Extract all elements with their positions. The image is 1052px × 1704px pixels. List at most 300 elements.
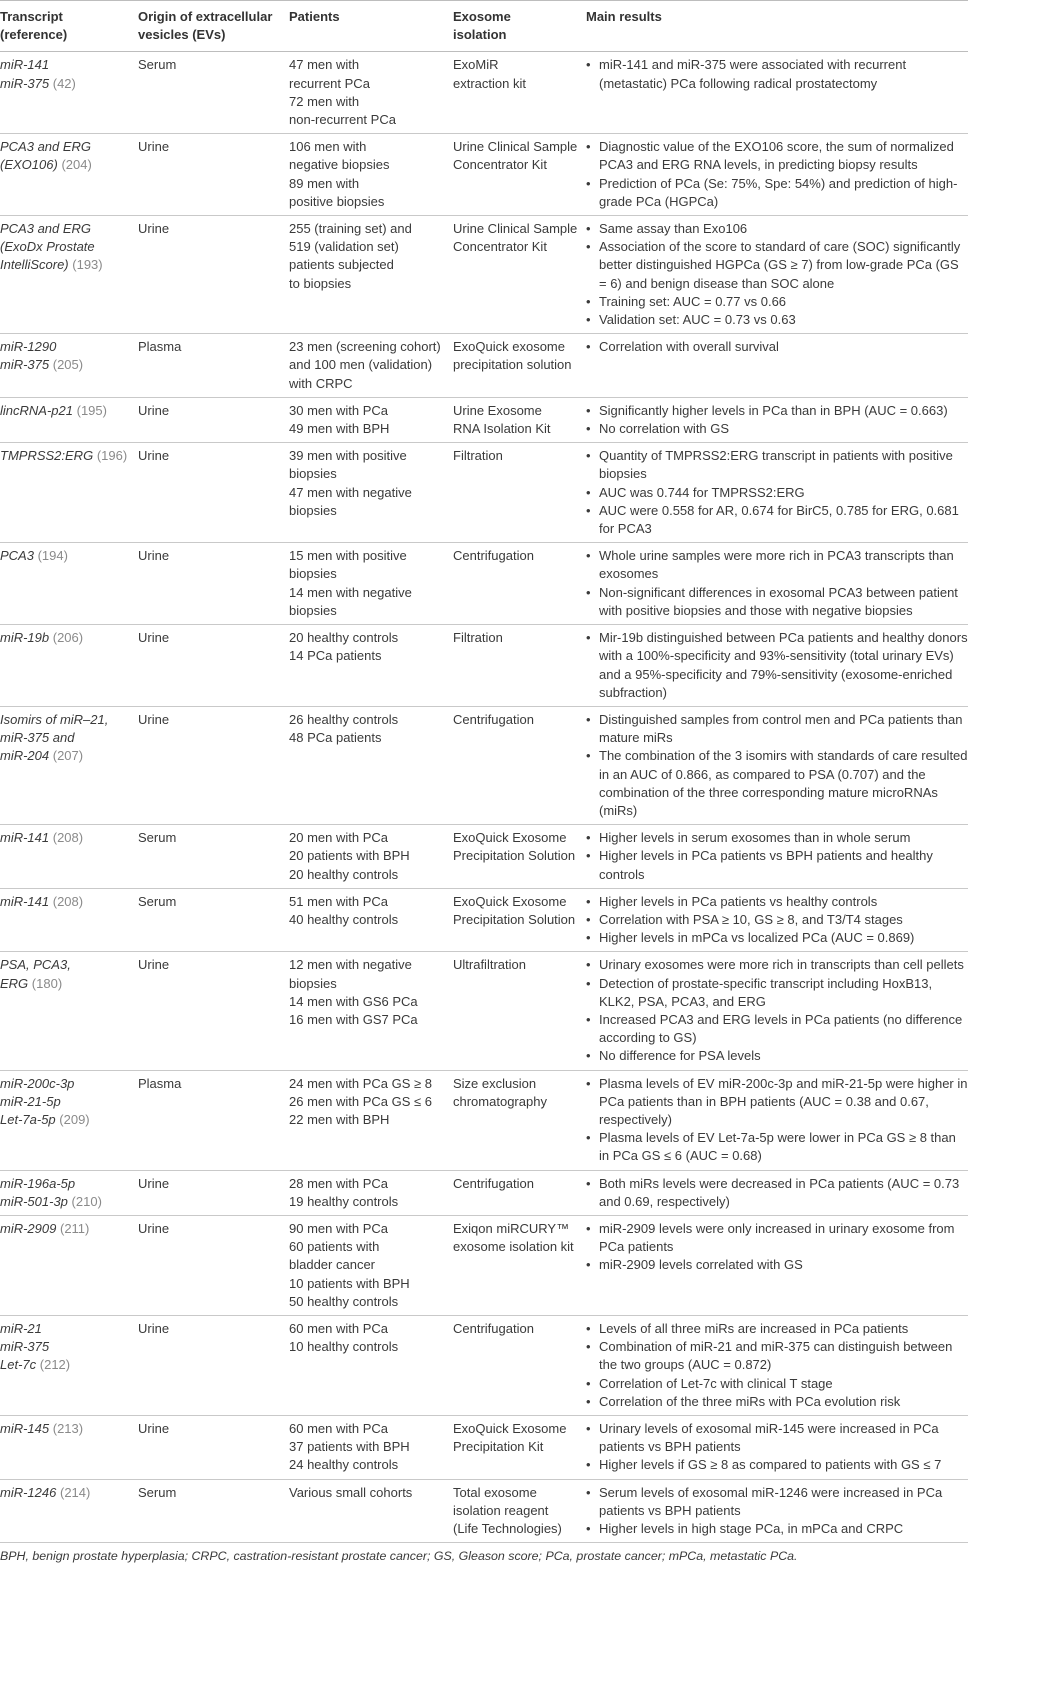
patients-line: 89 men with	[289, 175, 360, 191]
header-results: Main results	[586, 1, 968, 52]
reference-number: (213)	[52, 1421, 84, 1437]
reference-number: (211)	[59, 1220, 90, 1236]
header-transcript-l2: (reference)	[0, 27, 68, 43]
transcript-line	[0, 1220, 138, 1238]
transcript-line: miR-21	[0, 1321, 42, 1336]
isolation-line: isolation reagent	[453, 1502, 549, 1518]
header-origin-l1: Origin of extracellular	[138, 9, 273, 24]
patients-line: 22 men with BPH	[289, 1111, 390, 1127]
cell-patients	[289, 543, 453, 625]
isolation-line: Ultrafiltration	[453, 957, 526, 973]
result-item: • Higher levels in PCa patients vs healthy controls	[586, 893, 968, 911]
cell-isolation	[453, 825, 586, 889]
patients-line: to biopsies	[289, 275, 352, 291]
reference-number: (196)	[96, 448, 128, 464]
table-row	[0, 888, 968, 952]
cell-isolation	[453, 1170, 586, 1215]
cell-results	[586, 443, 968, 543]
result-item: • Diagnostic value of the EXO106 score, the sum of normalized PCA3 and ERG RNA levels, in predicting biopsy results	[586, 138, 968, 174]
results-list	[586, 56, 968, 92]
cell-results	[586, 1479, 968, 1543]
isolation-line: exosome isolation kit	[453, 1239, 574, 1255]
result-item: • The combination of the 3 isomirs with standards of care resulted in an AUC of 0.866, as compared to PSA (0.707) and the combination of the three corresponding mature microRNAs (miRs)	[586, 747, 968, 820]
isolation-line: Filtration	[453, 448, 503, 464]
cell-patients	[289, 1215, 453, 1315]
transcript-name: miR-375	[0, 75, 50, 91]
table-row	[0, 134, 968, 216]
isolation-line: Exiqon miRCURY™	[453, 1220, 570, 1236]
transcript-name: miR-204	[0, 748, 50, 764]
patients-line: 14 men with negative	[289, 584, 412, 600]
results-list	[586, 338, 968, 356]
transcript-line: Isomirs of miR–21,	[0, 711, 109, 727]
cell-origin: Urine	[138, 402, 170, 418]
patients-line: 47 men with negative	[289, 484, 412, 500]
header-origin	[138, 1, 289, 52]
results-list	[586, 893, 968, 948]
result-item: • Increased PCA3 and ERG levels in PCa patients (no difference according to GS)	[586, 1011, 968, 1047]
transcript-line	[0, 75, 138, 93]
transcript-line	[0, 356, 138, 374]
cell-patients	[289, 443, 453, 543]
result-item: • Higher levels in serum exosomes than in whole serum	[586, 829, 968, 847]
cell-results	[586, 1070, 968, 1170]
patients-line: 49 men with BPH	[289, 421, 390, 437]
transcript-line	[0, 1193, 138, 1211]
cell-origin: Serum	[138, 1484, 177, 1500]
isolation-line: Urine Clinical Sample	[453, 139, 578, 155]
table-row	[0, 216, 968, 334]
isolation-line: precipitation solution	[453, 357, 572, 373]
cell-isolation	[453, 1215, 586, 1315]
isolation-line: ExoQuick exosome	[453, 339, 565, 355]
patients-line: negative biopsies	[289, 157, 390, 173]
isolation-line: Urine Clinical Sample	[453, 221, 578, 237]
transcript-line: miR-200c-3p	[0, 1075, 75, 1091]
patients-line: 106 men with	[289, 139, 367, 155]
patients-line: 20 men with PCa	[289, 830, 388, 846]
cell-transcript	[0, 1416, 138, 1480]
patients-line: 60 patients with	[289, 1239, 380, 1255]
cell-results	[586, 397, 968, 442]
cell-isolation	[453, 1479, 586, 1543]
results-list	[586, 138, 968, 211]
transcript-line: PSA, PCA3,	[0, 957, 71, 973]
result-item: • Higher levels in mPCa vs localized PCa (AUC = 0.869)	[586, 929, 968, 947]
transcript-name: PCA3	[0, 548, 34, 564]
cell-origin: Urine	[138, 957, 170, 973]
cell-results	[586, 952, 968, 1070]
cell-results	[586, 334, 968, 398]
cell-origin: Serum	[138, 57, 177, 73]
patients-line: 30 men with PCa	[289, 402, 388, 418]
transcript-name: Let-7a-5p	[0, 1111, 56, 1127]
cell-origin: Urine	[138, 711, 170, 727]
table-row	[0, 52, 968, 134]
cell-patients	[289, 1416, 453, 1480]
patients-line: non-recurrent PCa	[289, 112, 396, 128]
cell-isolation	[453, 706, 586, 824]
isolation-line: ExoQuick Exosome	[453, 830, 567, 846]
table-row	[0, 1416, 968, 1480]
cell-results	[586, 706, 968, 824]
patients-line: biopsies	[289, 975, 337, 991]
cell-isolation	[453, 52, 586, 134]
cell-transcript	[0, 706, 138, 824]
transcript-name: miR-145	[0, 1421, 50, 1437]
result-item: • AUC were 0.558 for AR, 0.674 for BirC5, 0.785 for ERG, 0.681 for PCA3	[586, 502, 968, 538]
cell-transcript	[0, 1070, 138, 1170]
isolation-line: Centrifugation	[453, 1175, 534, 1191]
isolation-line: RNA Isolation Kit	[453, 421, 551, 437]
cell-transcript	[0, 334, 138, 398]
table-row	[0, 1316, 968, 1416]
result-item: • Correlation with overall survival	[586, 338, 968, 356]
result-item: • Urinary exosomes were more rich in transcripts than cell pellets	[586, 956, 968, 974]
results-list	[586, 402, 968, 438]
results-list	[586, 220, 968, 329]
result-item: • Detection of prostate-specific transcript including HoxB13, KLK2, PSA, PCA3, and ERG	[586, 975, 968, 1011]
isolation-line: Centrifugation	[453, 1321, 534, 1336]
header-isolation-l1: Exosome	[453, 9, 511, 24]
isolation-line: Precipitation Solution	[453, 848, 576, 864]
table-body	[0, 52, 968, 1543]
result-item: • Levels of all three miRs are increased in PCa patients	[586, 1320, 968, 1338]
transcript-name: miR-2909	[0, 1220, 57, 1236]
transcript-name: lincRNA-p21	[0, 402, 73, 418]
patients-line: 10 healthy controls	[289, 1339, 399, 1355]
patients-line: 48 PCa patients	[289, 730, 382, 746]
transcript-name: miR-19b	[0, 630, 50, 646]
cell-patients	[289, 625, 453, 707]
patients-line: biopsies	[289, 502, 337, 518]
transcript-name: IntelliScore)	[0, 257, 69, 273]
isolation-line: extraction kit	[453, 75, 526, 91]
patients-line: 10 patients with BPH	[289, 1275, 410, 1291]
transcript-line	[0, 447, 138, 465]
cell-origin: Urine	[138, 221, 170, 237]
patients-line: 60 men with PCa	[289, 1321, 388, 1336]
results-list	[586, 711, 968, 820]
transcript-line: miR-196a-5p	[0, 1175, 76, 1191]
transcript-line: miR-375 and	[0, 730, 75, 746]
result-item: • Plasma levels of EV Let-7a-5p were lower in PCa GS ≥ 8 than in PCa GS ≤ 6 (AUC = 0.68)	[586, 1129, 968, 1165]
cell-patients	[289, 706, 453, 824]
patients-line: patients subjected	[289, 257, 394, 273]
cell-isolation	[453, 1316, 586, 1416]
results-list	[586, 956, 968, 1065]
cell-transcript	[0, 134, 138, 216]
header-transcript-l1: Transcript	[0, 9, 63, 24]
table-row	[0, 1479, 968, 1543]
cell-origin: Urine	[138, 1321, 170, 1336]
patients-line: 50 healthy controls	[289, 1293, 399, 1309]
isolation-line: Total exosome	[453, 1484, 537, 1500]
result-item: • Training set: AUC = 0.77 vs 0.66	[586, 293, 968, 311]
reference-number: (204)	[61, 157, 92, 173]
cell-origin: Urine	[138, 1421, 170, 1437]
patients-line: 24 healthy controls	[289, 1457, 399, 1473]
header-origin-l2: vesicles (EVs)	[138, 27, 226, 43]
patients-line: Various small cohorts	[289, 1484, 413, 1500]
patients-line: 26 healthy controls	[289, 711, 399, 727]
patients-line: 255 (training set) and	[289, 221, 412, 237]
result-item: • Quantity of TMPRSS2:ERG transcript in patients with positive biopsies	[586, 447, 968, 483]
cell-transcript	[0, 543, 138, 625]
isolation-line: Centrifugation	[453, 711, 534, 727]
cell-isolation	[453, 134, 586, 216]
cell-origin: Urine	[138, 139, 170, 155]
table-row	[0, 543, 968, 625]
patients-line: 20 healthy controls	[289, 630, 399, 646]
patients-line: 39 men with positive	[289, 448, 407, 464]
cell-patients	[289, 1316, 453, 1416]
cell-origin: Serum	[138, 830, 177, 846]
transcript-line: miR-141	[0, 57, 50, 73]
patients-line: 16 men with GS7 PCa	[289, 1011, 418, 1027]
cell-origin: Urine	[138, 1175, 170, 1191]
results-list	[586, 447, 968, 538]
cell-patients	[289, 888, 453, 952]
transcript-line	[0, 1111, 138, 1129]
cell-transcript	[0, 1215, 138, 1315]
transcript-name: Let-7c	[0, 1357, 37, 1373]
transcript-line	[0, 829, 138, 847]
transcript-line: miR-1290	[0, 339, 57, 355]
result-item: • Mir-19b distinguished between PCa patients and healthy donors with a 100%-specificity and 93%-sensitivity (total urinary EVs) and a 95%-specificity and 79%-sensitivity (exosome-enriched subfraction)	[586, 629, 968, 702]
reference-number: (193)	[72, 257, 103, 273]
transcript-line: miR-375	[0, 1339, 50, 1355]
patients-line: 14 PCa patients	[289, 648, 382, 664]
patients-line: 20 healthy controls	[289, 866, 399, 882]
result-item: • Serum levels of exosomal miR-1246 were increased in PCa patients vs BPH patients	[586, 1484, 968, 1520]
cell-isolation	[453, 1416, 586, 1480]
transcript-name: miR-375	[0, 357, 50, 373]
patients-line: bladder cancer	[289, 1257, 375, 1273]
transcript-line	[0, 402, 138, 420]
transcript-line	[0, 975, 138, 993]
transcript-line: PCA3 and ERG	[0, 139, 92, 155]
cell-transcript	[0, 1316, 138, 1416]
table-row	[0, 625, 968, 707]
patients-line: 40 healthy controls	[289, 911, 399, 927]
results-list	[586, 1175, 968, 1211]
isolation-line: Precipitation Kit	[453, 1439, 544, 1455]
transcript-name: miR-141	[0, 893, 50, 909]
cell-transcript	[0, 397, 138, 442]
table-row	[0, 1070, 968, 1170]
result-item: • Both miRs levels were decreased in PCa patients (AUC = 0.73 and 0.69, respectively)	[586, 1175, 968, 1211]
cell-patients	[289, 1070, 453, 1170]
cell-results	[586, 52, 968, 134]
results-list	[586, 829, 968, 884]
cell-patients	[289, 397, 453, 442]
header-isolation-l2: isolation	[453, 27, 507, 43]
result-item: • AUC was 0.744 for TMPRSS2:ERG	[586, 484, 968, 502]
isolation-line: ExoQuick Exosome	[453, 893, 567, 909]
cell-results	[586, 888, 968, 952]
result-item: • Whole urine samples were more rich in PCA3 transcripts than exosomes	[586, 547, 968, 583]
result-item: • Higher levels in high stage PCa, in mPCa and CRPC	[586, 1520, 968, 1538]
header-transcript	[0, 1, 138, 52]
isolation-line: ExoMiR	[453, 57, 499, 73]
reference-number: (194)	[37, 548, 68, 564]
cell-patients	[289, 1479, 453, 1543]
cell-results	[586, 825, 968, 889]
patients-line: 519 (validation set)	[289, 239, 399, 255]
reference-number: (214)	[59, 1484, 91, 1500]
patients-line: biopsies	[289, 602, 337, 618]
patients-line: 23 men (screening cohort)	[289, 339, 441, 355]
transcript-line	[0, 747, 138, 765]
table-row	[0, 443, 968, 543]
table-row	[0, 952, 968, 1070]
cell-transcript	[0, 443, 138, 543]
result-item: • Higher levels if GS ≥ 8 as compared to patients with GS ≤ 7	[586, 1456, 968, 1474]
cell-origin: Urine	[138, 630, 170, 646]
cell-results	[586, 1416, 968, 1480]
cell-origin: Serum	[138, 893, 177, 909]
result-item: • No difference for PSA levels	[586, 1047, 968, 1065]
result-item: • Correlation with PSA ≥ 10, GS ≥ 8, and T3/T4 stages	[586, 911, 968, 929]
patients-line: 37 patients with BPH	[289, 1439, 410, 1455]
transcript-line	[0, 1484, 138, 1502]
transcript-line	[0, 1356, 138, 1374]
cell-origin: Plasma	[138, 1075, 182, 1091]
cell-transcript	[0, 216, 138, 334]
header-patients: Patients	[289, 1, 453, 52]
transcript-line	[0, 629, 138, 647]
table-row	[0, 334, 968, 398]
cell-results	[586, 625, 968, 707]
transcript-line	[0, 893, 138, 911]
isolation-line: Centrifugation	[453, 548, 534, 564]
transcript-name: TMPRSS2:ERG	[0, 448, 94, 464]
patients-line: 12 men with negative	[289, 957, 412, 973]
reference-number: (205)	[52, 357, 84, 373]
result-item: • Correlation of the three miRs with PCa evolution risk	[586, 1393, 968, 1411]
reference-number: (210)	[71, 1193, 102, 1209]
cell-patients	[289, 216, 453, 334]
transcript-name: miR-141	[0, 830, 50, 846]
results-list	[586, 1484, 968, 1539]
transcript-name: (EXO106)	[0, 157, 58, 173]
cell-isolation	[453, 334, 586, 398]
reference-number: (208)	[52, 893, 84, 909]
reference-number: (212)	[39, 1357, 71, 1373]
cell-patients	[289, 52, 453, 134]
cell-patients	[289, 1170, 453, 1215]
isolation-line: Concentrator Kit	[453, 239, 547, 255]
reference-number: (206)	[52, 630, 84, 646]
reference-number: (180)	[31, 975, 63, 991]
patients-line: recurrent PCa	[289, 75, 370, 91]
cell-isolation	[453, 1070, 586, 1170]
cell-results	[586, 1170, 968, 1215]
table-row	[0, 1215, 968, 1315]
patients-line: 51 men with PCa	[289, 893, 388, 909]
result-item: • Correlation of Let-7c with clinical T stage	[586, 1375, 968, 1393]
reference-number: (209)	[59, 1111, 90, 1127]
cell-isolation	[453, 888, 586, 952]
cell-patients	[289, 825, 453, 889]
patients-line: 47 men with	[289, 57, 360, 73]
patients-line: 72 men with	[289, 93, 360, 109]
reference-number: (208)	[52, 830, 84, 846]
transcript-line	[0, 1420, 138, 1438]
patients-line: 24 men with PCa GS ≥ 8	[289, 1075, 432, 1091]
result-item: • No correlation with GS	[586, 420, 968, 438]
cell-transcript	[0, 625, 138, 707]
results-list	[586, 1320, 968, 1411]
isolation-line: chromatography	[453, 1093, 547, 1109]
cell-results	[586, 134, 968, 216]
isolation-line: Precipitation Solution	[453, 911, 576, 927]
cell-results	[586, 1316, 968, 1416]
cell-patients	[289, 952, 453, 1070]
cell-transcript	[0, 1479, 138, 1543]
patients-line: 28 men with PCa	[289, 1175, 388, 1191]
cell-transcript	[0, 888, 138, 952]
patients-line: 60 men with PCa	[289, 1421, 388, 1437]
patients-line: and 100 men (validation)	[289, 357, 433, 373]
cell-transcript	[0, 1170, 138, 1215]
result-item: • Plasma levels of EV miR-200c-3p and miR-21-5p were higher in PCa patients than in BPH patients (AUC = 0.38 and 0.67, respectively)	[586, 1075, 968, 1130]
transcript-line	[0, 256, 138, 274]
isolation-line: (Life Technologies)	[453, 1521, 562, 1537]
patients-line: 15 men with positive	[289, 548, 407, 564]
result-item: • miR-141 and miR-375 were associated with recurrent (metastatic) PCa following radical prostatectomy	[586, 56, 968, 92]
isolation-line: Urine Exosome	[453, 402, 542, 418]
cell-isolation	[453, 543, 586, 625]
result-item: • Higher levels in PCa patients vs BPH patients and healthy controls	[586, 847, 968, 883]
transcript-name: miR-501-3p	[0, 1193, 68, 1209]
patients-line: positive biopsies	[289, 193, 385, 209]
table-row	[0, 706, 968, 824]
transcript-line: (ExoDx Prostate	[0, 239, 95, 255]
reference-number: (42)	[52, 75, 76, 91]
patients-line: biopsies	[289, 466, 337, 482]
transcript-line	[0, 547, 138, 565]
cell-transcript	[0, 952, 138, 1070]
result-item: • Non-significant differences in exosomal PCA3 between patient with positive biopsies and those with negative biopsies	[586, 584, 968, 620]
cell-patients	[289, 334, 453, 398]
reference-number: (207)	[52, 748, 84, 764]
cell-origin: Urine	[138, 448, 170, 464]
transcript-line	[0, 156, 138, 174]
cell-origin: Urine	[138, 1220, 170, 1236]
table-row	[0, 1170, 968, 1215]
cell-origin: Plasma	[138, 339, 182, 355]
cell-results	[586, 216, 968, 334]
table-footnote: BPH, benign prostate hyperplasia; CRPC, castration-resistant prostate cancer; GS, Gleason score; PCa, prostate cancer; mPCa, metastatic PCa.	[0, 1549, 798, 1564]
cell-isolation	[453, 952, 586, 1070]
results-list	[586, 629, 968, 702]
results-list	[586, 1220, 968, 1275]
isolation-line: Filtration	[453, 630, 503, 646]
result-item: • Significantly higher levels in PCa than in BPH (AUC = 0.663)	[586, 402, 968, 420]
cell-isolation	[453, 443, 586, 543]
cell-isolation	[453, 216, 586, 334]
cell-results	[586, 1215, 968, 1315]
patients-line: 19 healthy controls	[289, 1193, 399, 1209]
result-item: • Prediction of PCa (Se: 75%, Spe: 54%) and prediction of high-grade PCa (HGPCa)	[586, 175, 968, 211]
patients-line: with CRPC	[289, 375, 353, 391]
table-header-row	[0, 1, 968, 52]
patients-line: biopsies	[289, 566, 337, 582]
results-list	[586, 1420, 968, 1475]
cell-transcript	[0, 52, 138, 134]
